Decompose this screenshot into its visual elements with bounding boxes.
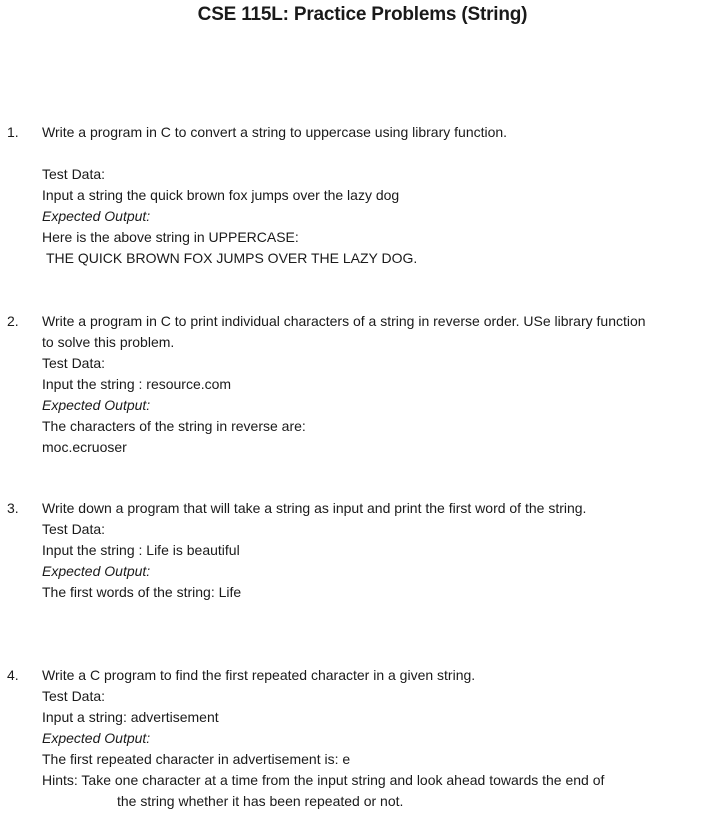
problem-statement: Write a C program to find the first repeated character in a given string. [42, 667, 476, 683]
problem-statement: Write a program in C to print individual characters of a string in reverse order. USe library function [42, 313, 646, 329]
expected-output-label: Expected Output: [42, 730, 151, 746]
test-data-label: Test Data: [42, 166, 106, 182]
test-data-label: Test Data: [42, 688, 106, 704]
problem-number: 4. [7, 667, 19, 683]
test-input: Input the string : Life is beautiful [42, 542, 240, 558]
problem-number: 2. [7, 313, 19, 329]
output-line: The characters of the string in reverse are: [42, 418, 306, 434]
expected-output-label: Expected Output: [42, 208, 151, 224]
test-data-label: Test Data: [42, 521, 106, 537]
expected-output-label: Expected Output: [42, 563, 151, 579]
expected-output-label: Expected Output: [42, 397, 151, 413]
output-line: The first repeated character in advertisement is: e [42, 751, 351, 767]
problem-statement: Write down a program that will take a string as input and print the first word of the string. [42, 500, 587, 516]
problem-number: 3. [7, 500, 19, 516]
page-title: CSE 115L: Practice Problems (String) [197, 4, 528, 25]
problem-statement: to solve this problem. [42, 334, 175, 350]
output-line: Here is the above string in UPPERCASE: [42, 229, 299, 245]
hint-line: the string whether it has been repeated or not. [117, 793, 404, 809]
output-line: THE QUICK BROWN FOX JUMPS OVER THE LAZY DOG. [46, 250, 418, 266]
test-input: Input a string the quick brown fox jumps over the lazy dog [42, 187, 400, 203]
problem-statement: Write a program in C to convert a string to uppercase using library function. [42, 124, 508, 140]
hint-line: Hints: Take one character at a time from the input string and look ahead towards the end of [42, 772, 605, 788]
output-line: The first words of the string: Life [42, 584, 242, 600]
problem-number: 1. [7, 124, 19, 140]
test-input: Input the string : resource.com [42, 376, 232, 392]
test-data-label: Test Data: [42, 355, 106, 371]
test-input: Input a string: advertisement [42, 709, 219, 725]
output-line: moc.ecruoser [42, 439, 127, 455]
